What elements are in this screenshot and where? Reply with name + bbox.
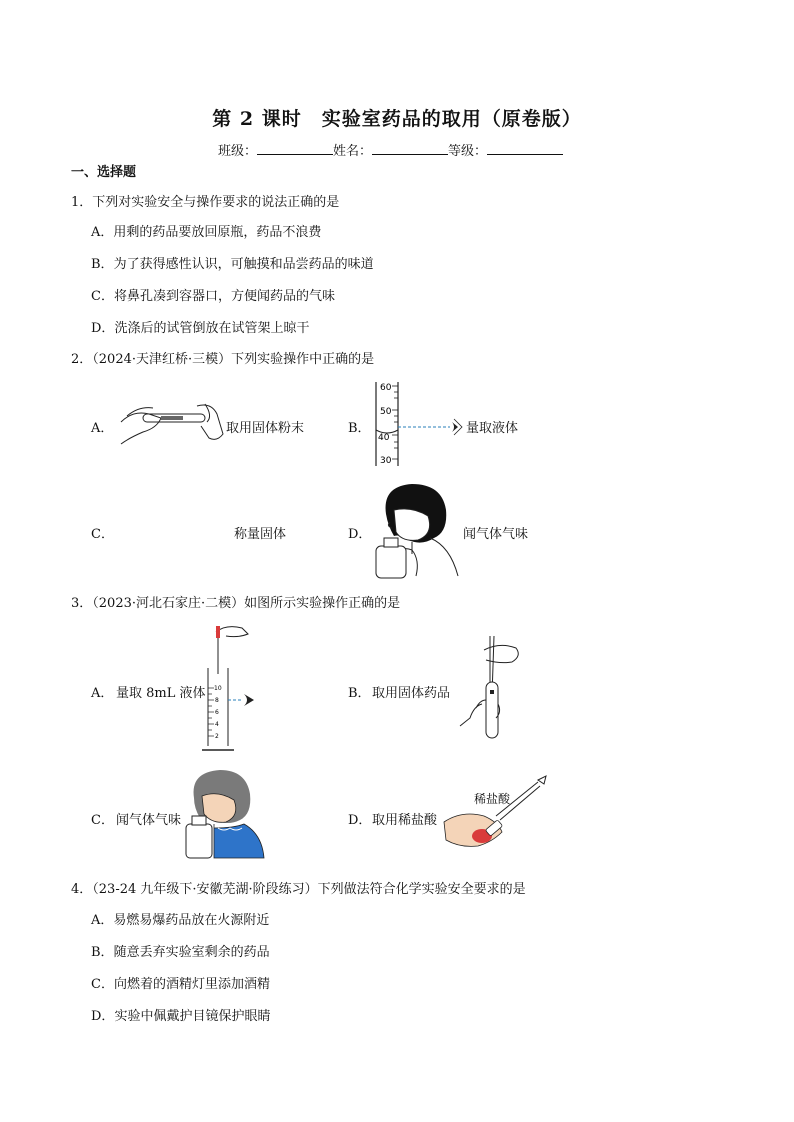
- class-blank: [257, 142, 333, 155]
- graduated-cylinder-reading-illustration: [370, 380, 470, 470]
- q2-option-a-text: 取用固体粉末: [226, 421, 305, 436]
- small-cylinder-tick-10: 10: [214, 685, 222, 692]
- q2-option-b-letter: B．: [348, 421, 371, 436]
- name-blank: [372, 142, 448, 155]
- q3-option-b-letter: B．: [348, 686, 371, 701]
- student-info-line: [218, 140, 563, 159]
- boy-smelling-gas-illustration: [372, 480, 462, 580]
- q4-option-a: A．易燃易爆药品放在火源附近: [91, 913, 270, 928]
- cylinder-tick-40: 40: [378, 433, 390, 443]
- q1-option-b: B．为了获得感性认识，可触摸和品尝药品的味道: [91, 257, 374, 272]
- q2-option-b-text: 量取液体: [466, 421, 519, 436]
- q4-option-b: B．随意丢弃实验室剩余的药品: [91, 945, 270, 960]
- q3-option-a-text: 量取 8mL 液体: [116, 686, 206, 701]
- q3-option-b-text: 取用固体药品: [372, 686, 451, 701]
- q2-option-c-letter: C．: [91, 527, 114, 542]
- powder-spatula-illustration: [113, 392, 223, 447]
- grade-label: 等级：: [448, 144, 488, 159]
- page-title: 第 2 课时 实验室药品的取用（原卷版）: [212, 108, 582, 130]
- grade-blank: [487, 142, 563, 155]
- q3-option-c-letter: C．: [91, 813, 114, 828]
- question-3-stem: 3．（2023·河北石家庄·二模）如图所示实验操作正确的是: [71, 596, 401, 611]
- tweezers-test-tube-illustration: [456, 634, 526, 744]
- q2-option-d-letter: D．: [348, 527, 372, 542]
- q1-option-a: A．用剩的药品要放回原瓶，药品不浪费: [91, 225, 322, 240]
- boy-smelling-bottle-illustration: [184, 768, 264, 860]
- small-cylinder-tick-2: 2: [215, 733, 219, 740]
- q1-option-d: D．洗涤后的试管倒放在试管架上晾干: [91, 321, 310, 336]
- q1-option-c: C．将鼻孔凑到容器口，方便闻药品的气味: [91, 289, 335, 304]
- name-label: 姓名：: [333, 144, 373, 159]
- cylinder-tick-60: 60: [380, 383, 392, 393]
- question-1-stem: 1．下列对实验安全与操作要求的说法正确的是: [71, 195, 340, 210]
- q4-option-c: C．向燃着的酒精灯里添加酒精: [91, 977, 270, 992]
- small-cylinder-tick-8: 8: [215, 697, 219, 704]
- q2-option-a-letter: A．: [91, 421, 114, 436]
- q3-option-a-letter: A．: [91, 686, 114, 701]
- cylinder-tick-50: 50: [380, 407, 392, 417]
- q3-option-d-letter: D．: [348, 813, 372, 828]
- q2-option-c-text: 称量固体: [234, 527, 287, 542]
- question-2-stem: 2．（2024·天津红桥·三模）下列实验操作中正确的是: [71, 352, 375, 367]
- section-heading: 一、选择题: [71, 165, 137, 180]
- hydrochloric-acid-label: 稀盐酸: [474, 792, 511, 806]
- question-4-stem: 4．（23-24 九年级下·安徽芜湖·阶段练习）下列做法符合化学实验安全要求的是: [71, 882, 526, 897]
- class-label: 班级：: [218, 144, 258, 159]
- q3-option-c-text: 闻气体气味: [116, 813, 182, 828]
- q2-option-d-text: 闻气体气味: [463, 527, 529, 542]
- dropper-with-hand-illustration: [442, 776, 552, 860]
- dropper-into-cylinder-illustration: [202, 622, 262, 754]
- q4-option-d: D．实验中佩戴护目镜保护眼睛: [91, 1009, 271, 1024]
- small-cylinder-tick-4: 4: [215, 721, 219, 728]
- cylinder-tick-30: 30: [380, 456, 392, 466]
- small-cylinder-tick-6: 6: [215, 709, 219, 716]
- q3-option-d-text: 取用稀盐酸: [372, 813, 438, 828]
